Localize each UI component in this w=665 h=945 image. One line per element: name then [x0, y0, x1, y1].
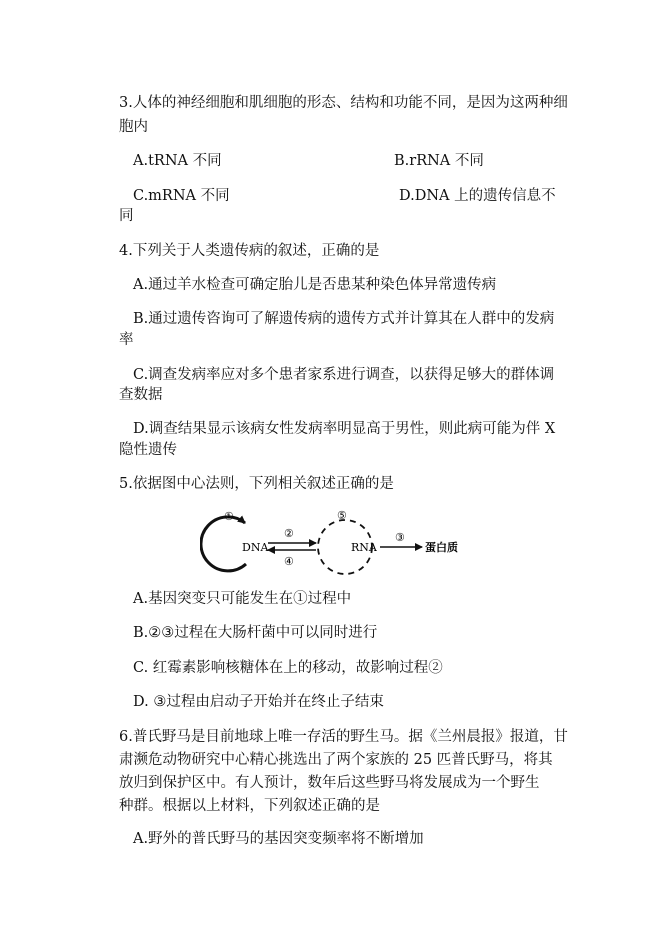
q4-option-d-line1: D.调查结果显示该病女性发病率明显高于男性，则此病可能为伴 X [133, 421, 556, 437]
q5-option-d: D. ③过程由启动子开始并在终止子结束 [133, 694, 384, 710]
dna-label: DNA [242, 541, 269, 554]
q6-stem-line1: 6.普氏野马是目前地球上唯一存活的野生马。据《兰州晨报》报道，甘 [119, 729, 568, 745]
q3-option-a: A.tRNA 不同 [133, 153, 222, 169]
q3-stem-line2: 胞内 [119, 119, 148, 135]
rna-label: RNA [351, 541, 377, 554]
q4-option-b-line1: B.通过遗传咨询可了解遗传病的遗传方式并计算其在人群中的发病 [133, 311, 555, 327]
q6-stem-line4: 种群。根据以上材料，下列叙述正确的是 [119, 798, 380, 814]
q4-option-c-line2: 查数据 [119, 387, 163, 403]
q4-option-b-line2: 率 [119, 332, 134, 348]
q3-option-d-line1: D.DNA 上的遗传信息不 [399, 188, 556, 204]
q5-stem: 5.依据图中心法则，下列相关叙述正确的是 [119, 476, 394, 492]
q4-option-a: A.通过羊水检查可确定胎儿是否患某种染色体异常遗传病 [133, 277, 497, 293]
replication-loop [201, 517, 246, 571]
step1-label: ① [224, 510, 234, 523]
protein-label: 蛋白质 [425, 541, 458, 554]
step4-label: ④ [284, 555, 294, 568]
q3-option-b: B.rRNA 不同 [394, 153, 484, 169]
q6-stem-line3: 放归到保护区中。有人预计，数年后这些野马将发展成为一个野生 [119, 775, 540, 791]
q5-option-b: B.②③过程在大肠杆菌中可以同时进行 [133, 625, 378, 641]
q4-option-c-line1: C.调查发病率应对多个患者家系进行调查，以获得足够大的群体调 [133, 367, 555, 383]
q6-option-a: A.野外的普氏野马的基因突变频率将不断增加 [133, 831, 424, 847]
q3-option-d-line2: 同 [119, 208, 134, 224]
step2-label: ② [284, 527, 294, 540]
q3-option-c: C.mRNA 不同 [133, 188, 230, 204]
q3-stem-line1: 3.人体的神经细胞和肌细胞的形态、结构和功能不同，是因为这两种细 [119, 95, 568, 111]
q4-stem: 4.下列关于人类遗传病的叙述，正确的是 [119, 243, 380, 259]
central-dogma-diagram [200, 505, 465, 577]
q5-option-c: C. 红霉素影响核糖体在上的移动，故影响过程② [133, 660, 443, 676]
q4-option-d-line2: 隐性遗传 [119, 442, 177, 458]
step5-label: ⑤ [337, 509, 347, 522]
q6-stem-line2: 肃濒危动物研究中心精心挑选出了两个家族的 25 匹普氏野马，将其 [119, 752, 553, 768]
q5-option-a: A.基因突变只可能发生在①过程中 [133, 591, 352, 607]
step3-label: ③ [395, 531, 405, 544]
